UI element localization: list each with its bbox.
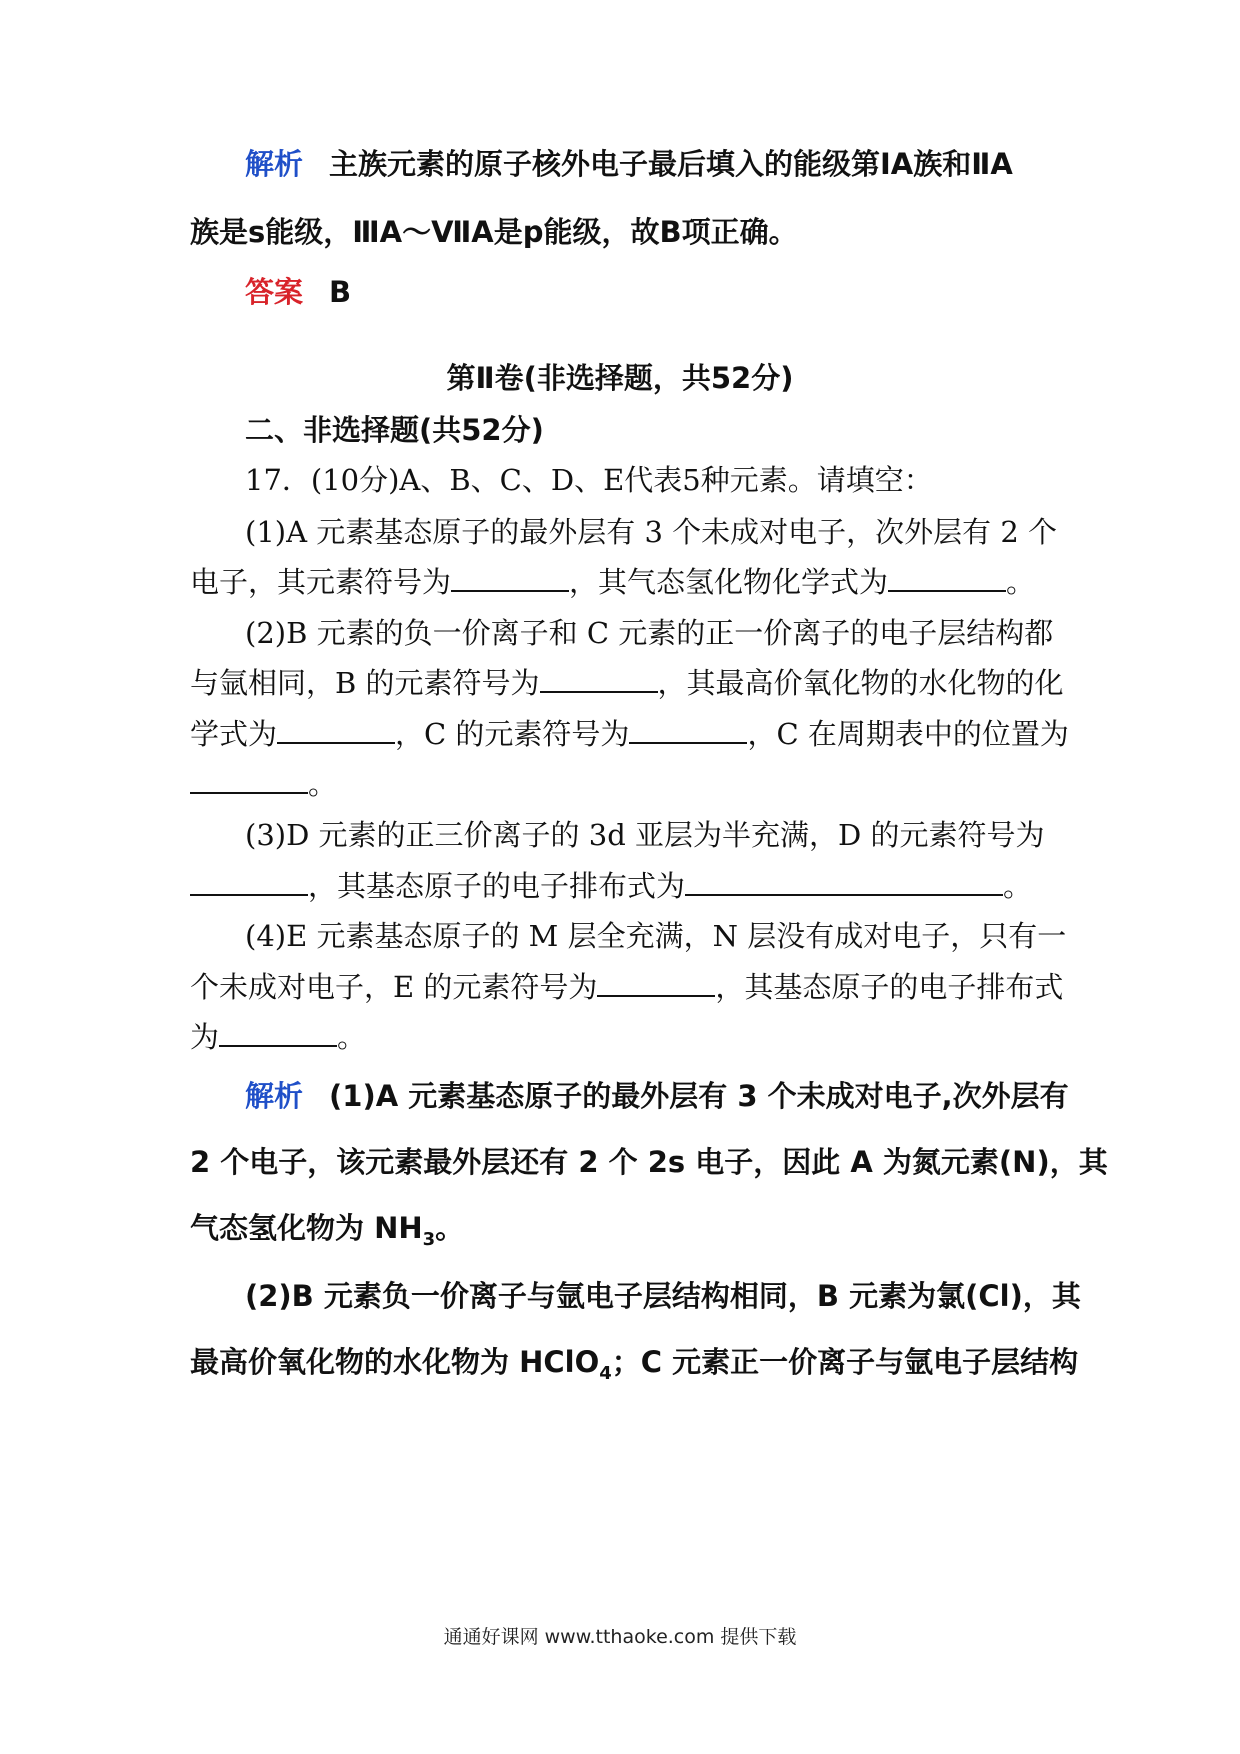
analysis-1-line-2: 族是s能级，ⅢA～ⅦA是p能级，故B项正确。: [190, 215, 798, 249]
answer-blank[interactable]: [219, 1023, 337, 1047]
question-17-head: 17．(10分)A、B、C、D、E代表5种元素。请填空：: [245, 463, 933, 497]
analysis-2-line-2: 2 个电子，该元素最外层还有 2 个 2s 电子，因此 A 为氮元素(N)，其: [190, 1145, 1108, 1179]
q17-part3-line-2: ，其基态原子的电子排布式为 。: [190, 864, 1032, 905]
q17-part3-line-1: (3)D 元素的正三价离子的 3d 亚层为半充满，D 的元素符号为: [245, 818, 1045, 852]
answer-blank[interactable]: [540, 669, 658, 693]
answer-blank[interactable]: [451, 568, 569, 592]
part2-title: 第Ⅱ卷(非选择题，共52分): [446, 361, 794, 395]
answer-value: B: [329, 275, 352, 309]
analysis-2-line-1: 解析 (1)A 元素基态原子的最外层有 3 个未成对电子,次外层有: [245, 1079, 1069, 1113]
answer-blank[interactable]: [597, 973, 715, 997]
q17-part2-line-3: 学式为 ，C 的元素符号为 ，C 在周期表中的位置为: [190, 717, 1069, 751]
q17-part2-line-4: 。: [190, 762, 337, 803]
q17-part1-line-1: (1)A 元素基态原子的最外层有 3 个未成对电子，次外层有 2 个: [245, 515, 1058, 549]
answer-line: [245, 270, 351, 311]
answer-blank[interactable]: [190, 872, 308, 896]
q17-part4-line-1: (4)E 元素基态原子的 M 层全充满，N 层没有成对电子，只有一: [245, 919, 1067, 953]
answer-blank[interactable]: [888, 568, 1006, 592]
q17-part4-line-3: 为 。: [190, 1020, 367, 1054]
q17-part2-line-2: 与氩相同，B 的元素符号为 ，其最高价氧化物的水化物的化: [190, 666, 1064, 700]
q17-part1-line-2: 电子，其元素符号为 ，其气态氢化物化学式为 。: [190, 565, 1036, 599]
q17-part2-line-1: (2)B 元素的负一价离子和 C 元素的正一价离子的电子层结构都: [245, 616, 1054, 650]
analysis-label: 解析: [245, 1079, 304, 1113]
answer-blank[interactable]: [685, 872, 1003, 896]
answer-blank[interactable]: [629, 720, 747, 744]
q17-part4-line-2: 个未成对电子，E 的元素符号为 ，其基态原子的电子排布式: [190, 970, 1064, 1004]
analysis-label: 解析: [245, 147, 304, 181]
answer-blank[interactable]: [277, 720, 395, 744]
analysis-2-line-5: 最高价氧化物的水化物为 HClO$_4$；C 元素正一价离子与氩电子层结构: [190, 1345, 1079, 1384]
analysis-1-line-1: 解析 主族元素的原子核外电子最后填入的能级第ⅠA族和ⅡA: [245, 147, 1013, 181]
answer-blank[interactable]: [190, 770, 308, 794]
analysis-2-line-4: (2)B 元素负一价离子与氩电子层结构相同，B 元素为氯(Cl)，其: [245, 1279, 1081, 1313]
answer-label: 答案: [245, 275, 304, 309]
footer-source: 通通好课网 www.tthaoke.com 提供下载: [443, 1626, 797, 1648]
section-title: 二、非选择题(共52分): [245, 413, 544, 447]
analysis-2-line-3: 气态氢化物为 $NH_3$。: [190, 1211, 465, 1250]
